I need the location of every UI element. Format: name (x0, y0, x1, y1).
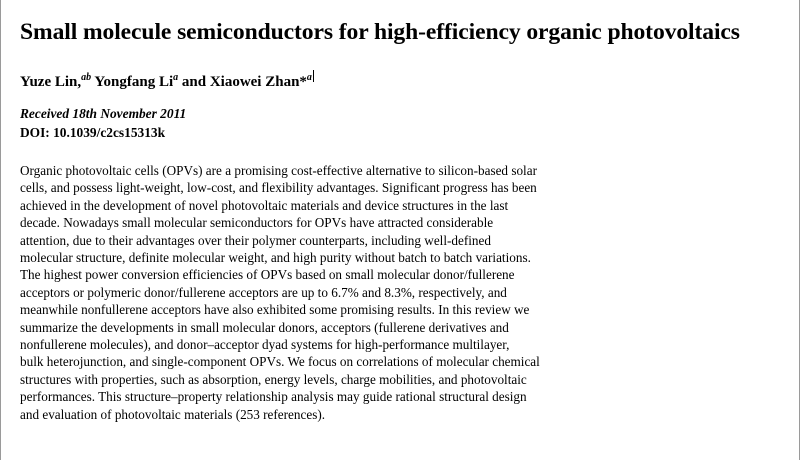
abstract-line: and evaluation of photovoltaic materials (253 references). (20, 406, 326, 422)
author-affiliation: a (173, 72, 179, 83)
abstract-line: summarize the developments in small molecular donors, acceptors (fullerene derivatives and (20, 319, 509, 335)
page-left-border (0, 0, 1, 460)
author-affiliation: ab (81, 72, 92, 83)
abstract-line: The highest power conversion efficiencies of OPVs based on small molecular donor/fullerene (20, 267, 515, 283)
author-name: Xiaowei Zhan* (209, 74, 307, 90)
abstract-line: Organic photovoltaic cells (OPVs) are a promising cost-effective alternative to silicon-based solar (20, 163, 537, 178)
abstract-line: meanwhile nonfullerene acceptors have also exhibited some promising results. In this review we (20, 302, 530, 318)
author-name: Yuze Lin, (20, 74, 82, 90)
corresponding-author-mark (313, 70, 314, 82)
abstract-line: molecular structure, definite molecular weight, and high purity without batch to batch variations. (20, 250, 531, 266)
abstract-line: acceptors or polymeric donor/fullerene acceptors are up to 6.7% and 8.3%, respectively, and (20, 284, 507, 300)
author-name: Yongfang Li (94, 74, 174, 90)
author-conjunction: and (181, 74, 207, 90)
abstract-line: structures with properties, such as absorption, energy levels, charge mobilities, and photovoltaic (20, 371, 527, 387)
abstract-line: performances. This structure–property relationship analysis may guide rational structural design (20, 389, 527, 405)
author-list (20, 70, 314, 91)
paper-title: Small molecule semiconductors for high-efficiency organic photovoltaics (20, 19, 740, 45)
abstract-line: nonfullerene molecules), and donor–acceptor dyad systems for high-performance multilayer, (20, 337, 510, 353)
abstract-line: decade. Nowadays small molecular semiconductors for OPVs have attracted considerable (20, 215, 494, 231)
abstract-line: attention, due to their advantages over their polymer counterparts, including well-defined (20, 232, 491, 248)
abstract-line: cells, and possess light-weight, low-cost, and flexibility advantages. Significant progress has been (20, 180, 537, 196)
abstract-line: bulk heterojunction, and single-component OPVs. We focus on correlations of molecular chemical (20, 354, 540, 370)
abstract (20, 162, 720, 423)
doi: DOI: 10.1039/c2cs15313k (20, 125, 166, 140)
abstract-line: achieved in the development of novel photovoltaic materials and device structures in the last (20, 197, 509, 213)
received-date: Received 18th November 2011 (20, 106, 187, 121)
author-affiliation: a (306, 72, 312, 83)
